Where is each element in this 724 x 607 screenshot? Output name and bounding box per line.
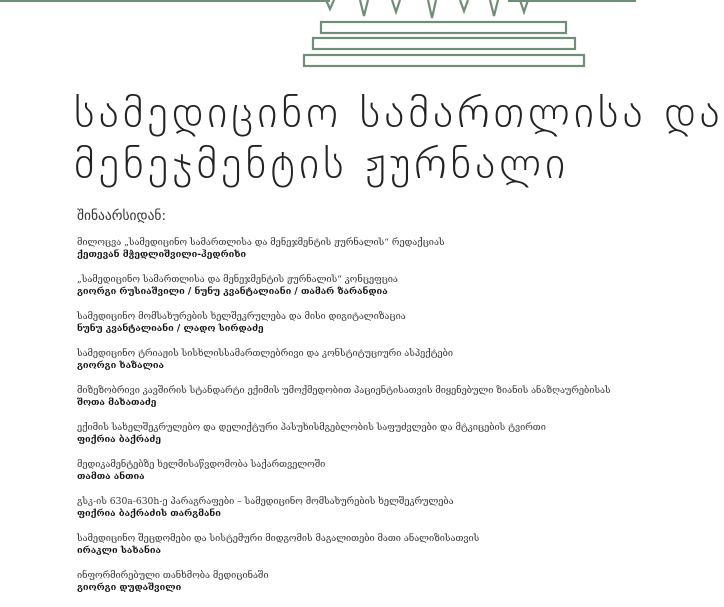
toc-entry: [77, 274, 617, 298]
toc-entry-authors: თამთა ანთია: [77, 471, 145, 482]
toc-entry: [77, 311, 617, 335]
toc-entry-title: მედიკამენტებზე ხელმისაწვდომობა საქართველოში: [77, 459, 326, 470]
toc-entry-authors: შოთა მახათაძე: [77, 397, 157, 408]
toc-entry-title: ექიმის სახელშეკრულებო და დელიქტური პასუხისმგებლობის საფუძვლები და მტკიცების ტვირთი: [77, 422, 546, 433]
toc-entry: [77, 533, 617, 557]
toc-entry-title: „სამედიცინო სამართლისა და მენეჯმენტის ჟურნალის“ კონცეფცია: [77, 274, 398, 285]
toc-entry-title: სამედიცინო შეცდომები და სისტემური მიდგომის მაგალითები მათი ანალიზისათვის: [77, 533, 480, 544]
toc-entry: [77, 422, 617, 446]
toc-entry-title: სამედიცინო ტრიაჟის სისხლისსამართლებრივი და კონსტიტუციური ასპექტები: [77, 348, 454, 359]
table-of-contents: [77, 237, 617, 607]
toc-entry: [77, 496, 617, 520]
toc-entry-authors: ფიქრია ბაქრაძე: [77, 434, 161, 445]
top-rule-left: [0, 0, 330, 2]
toc-entry-title: გსკ-ის 630a-630h-ე პარაგრაფები – სამედიცინო მომსახურების ხელშეკრულება: [77, 496, 454, 507]
toc-entry-title: ინფორმირებული თანხმობა მედიცინაში: [77, 570, 269, 581]
toc-entry: [77, 459, 617, 483]
toc-entry: [77, 348, 617, 372]
toc-entry-authors: ნუნუ კვანტალიანი / ლადო სირდაძე: [77, 323, 264, 334]
toc-entry-authors: გიორგი ხაზალია: [77, 360, 165, 371]
journal-title-line-1: სამედიცინო სამართლისა და: [74, 88, 724, 138]
journal-title-line-2: მენეჯმენტის ჟურნალი: [74, 139, 570, 189]
toc-entry-title: მიზეზობრივი კავშირის სტანდარტი ექიმის უმოქმედობით პაციენტისათვის მიყენებული ზიანის ანაზღაურებისას: [77, 385, 611, 396]
toc-entry-authors: გიორგი რუსიაშვილი / ნუნუ კვანტალიანი / თამარ ზარანდია: [77, 286, 388, 297]
toc-heading: შინაარსიდან:: [77, 208, 167, 224]
toc-entry: [77, 237, 617, 261]
toc-entry-authors: ფიქრია ბაქრაძის თარგმანი: [77, 508, 221, 519]
toc-entry-authors: ქეთევან მჭედლიშვილი-ჰედრიხი: [77, 249, 247, 260]
toc-entry-authors: გიორგი დუდაშვილი: [77, 582, 182, 593]
toc-entry: [77, 385, 617, 409]
toc-entry-title: მილოცვა „სამედიცინო სამართლისა და მენეჯმენტის ჟურნალის“ რედაქციას: [77, 237, 445, 248]
journal-title: [74, 88, 724, 190]
toc-entry-authors: ირაკლი სახანია: [77, 545, 161, 556]
toc-entry-title: სამედიცინო მომსახურების ხელშეკრულება და მისი დიგიტალიზაცია: [77, 311, 406, 322]
columns-emblem-icon: [300, 0, 590, 70]
toc-entry: [77, 570, 617, 594]
